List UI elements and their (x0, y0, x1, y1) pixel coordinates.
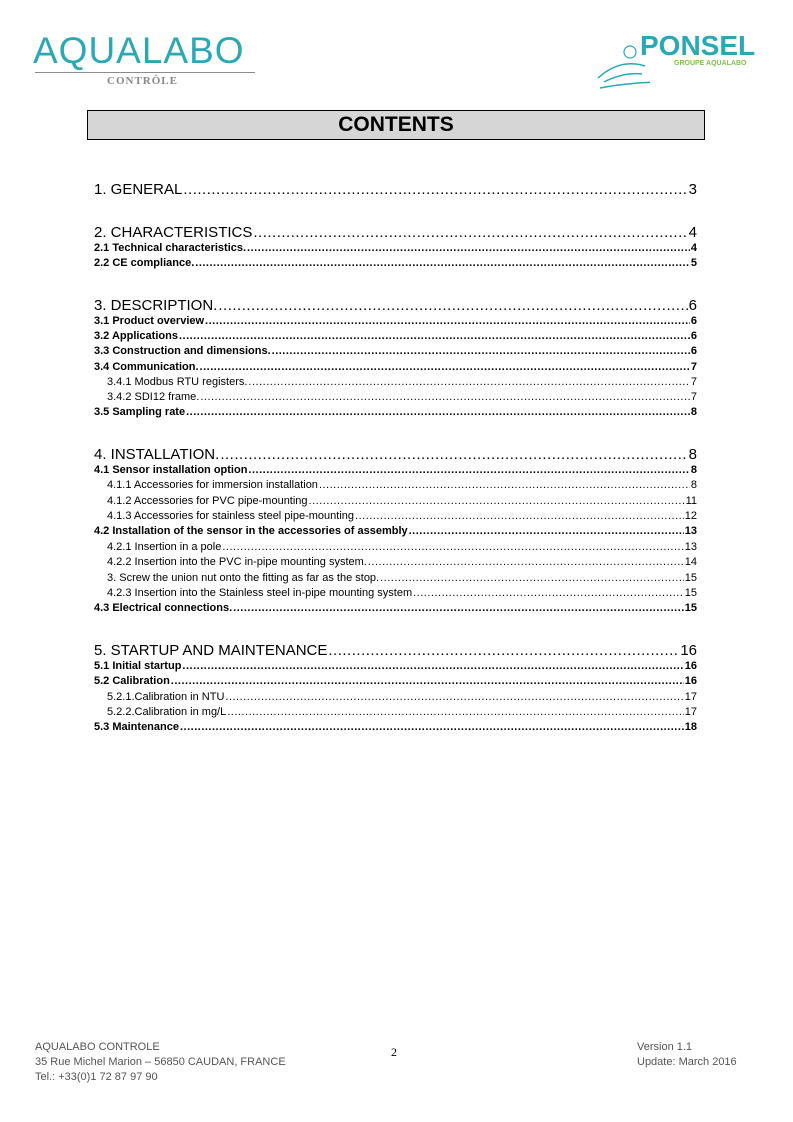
aqualabo-logo-text: AQUALABO (33, 30, 245, 71)
toc-entry-title: 5.3 Maintenance (94, 721, 179, 733)
toc-entry[interactable] (94, 572, 697, 584)
toc-entry[interactable] (94, 660, 697, 672)
footer-company-info (35, 1040, 286, 1085)
toc-dot-leader (309, 495, 685, 507)
toc-entry-page: 8 (690, 406, 697, 418)
toc-entry[interactable] (94, 602, 697, 614)
toc-entry[interactable] (94, 376, 697, 388)
toc-entry-page: 15 (684, 572, 697, 584)
toc-entry[interactable] (94, 495, 697, 507)
toc-entry[interactable] (94, 391, 697, 403)
toc-entry-title: 3.4 Communication. (94, 361, 199, 373)
toc-entry-page: 4 (688, 224, 697, 241)
footer-version: Version 1.1 (637, 1041, 693, 1053)
toc-entry[interactable] (94, 242, 697, 254)
toc-entry[interactable] (94, 315, 697, 327)
toc-dot-leader (220, 446, 687, 463)
toc-dot-leader (355, 510, 684, 522)
toc-entry[interactable] (94, 224, 697, 241)
toc-entry-page: 6 (688, 297, 697, 314)
toc-entry-title: 5.1 Initial startup (94, 660, 182, 672)
toc-entry[interactable] (94, 330, 697, 342)
toc-entry[interactable] (94, 446, 697, 463)
toc-dot-leader (248, 464, 689, 476)
toc-entry[interactable] (94, 297, 697, 314)
toc-entry[interactable] (94, 181, 697, 198)
toc-entry[interactable] (94, 706, 697, 718)
toc-entry-title: 4.2.3 Insertion into the Stainless steel in-pipe mounting system (107, 587, 413, 599)
toc-entry[interactable] (94, 257, 697, 269)
toc-entry-title: 5.2.2.Calibration in mg/L (107, 706, 227, 718)
toc-entry-title: 3.4.1 Modbus RTU registers. (107, 376, 248, 388)
toc-entry-page: 7 (690, 376, 697, 388)
toc-dot-leader (200, 391, 690, 403)
toc-entry-page: 7 (690, 361, 697, 373)
toc-entry[interactable] (94, 675, 697, 687)
toc-entry-title: 2.1 Technical characteristics. (94, 242, 247, 254)
toc-entry[interactable] (94, 361, 697, 373)
toc-dot-leader (195, 257, 690, 269)
toc-entry-page: 14 (684, 556, 697, 568)
toc-entry-page: 8 (690, 464, 697, 476)
toc-dot-leader (233, 602, 684, 614)
toc-entry-page: 12 (684, 510, 697, 522)
toc-entry-page: 16 (684, 660, 697, 672)
toc-entry[interactable] (94, 556, 697, 568)
toc-entry-page: 11 (685, 495, 697, 507)
footer-phone: Tel.: +33(0)1 72 87 97 90 (35, 1071, 158, 1083)
toc-dot-leader (380, 572, 684, 584)
ponsel-logo-text: PONSEL (640, 30, 756, 61)
toc-dot-leader (328, 642, 679, 659)
toc-entry-page: 6 (690, 345, 697, 357)
toc-dot-leader (186, 406, 690, 418)
toc-entry-title: 4. INSTALLATION. (94, 446, 220, 463)
toc-entry-page: 5 (690, 257, 697, 269)
toc-entry-page: 17 (684, 706, 697, 718)
toc-entry-page: 16 (684, 675, 697, 687)
toc-entry-title: 4.2.2 Insertion into the PVC in-pipe mounting system. (107, 556, 367, 568)
toc-dot-leader (222, 541, 683, 553)
footer-address: 35 Rue Michel Marion – 56850 CAUDAN, FRANCE (35, 1056, 286, 1068)
toc-entry-title: 3. Screw the union nut onto the fitting as far as the stop. (107, 572, 380, 584)
toc-entry-page: 15 (684, 587, 697, 599)
toc-dot-leader (225, 691, 683, 703)
toc-dot-leader (248, 376, 689, 388)
aqualabo-logo-subtitle: CONTRÔLE (107, 75, 178, 87)
toc-dot-leader (182, 660, 683, 672)
toc-entry-title: 5.2.1.Calibration in NTU (107, 691, 225, 703)
toc-entry-page: 8 (688, 446, 697, 463)
contents-title-box (87, 110, 705, 140)
toc-entry-page: 7 (690, 391, 697, 403)
toc-entry-page: 18 (684, 721, 697, 733)
toc-entry-title: 1. GENERAL (94, 181, 183, 198)
toc-entry[interactable] (94, 541, 697, 553)
toc-entry-title: 5.2 Calibration (94, 675, 170, 687)
toc-dot-leader (218, 297, 687, 314)
toc-entry-title: 3.3 Construction and dimensions. (94, 345, 271, 357)
page-title: CONTENTS (338, 113, 454, 136)
toc-entry-title: 4.2 Installation of the sensor in the accessories of assembly (94, 525, 408, 537)
toc-dot-leader (227, 706, 684, 718)
toc-entry-page: 3 (688, 181, 697, 198)
toc-dot-leader (200, 361, 690, 373)
toc-entry-title: 4.1.3 Accessories for stainless steel pipe-mounting (107, 510, 355, 522)
toc-entry[interactable] (94, 345, 697, 357)
toc-entry[interactable] (94, 587, 697, 599)
toc-entry[interactable] (94, 691, 697, 703)
toc-entry[interactable] (94, 464, 697, 476)
toc-entry-page: 6 (690, 330, 697, 342)
ponsel-logo (590, 30, 770, 90)
toc-dot-leader (368, 556, 684, 568)
toc-entry-title: 2. CHARACTERISTICS (94, 224, 253, 241)
toc-dot-leader (180, 721, 684, 733)
toc-entry[interactable] (94, 510, 697, 522)
toc-entry[interactable] (94, 721, 697, 733)
toc-entry[interactable] (94, 479, 697, 491)
footer-update: Update: March 2016 (637, 1056, 737, 1068)
toc-dot-leader (171, 675, 684, 687)
toc-entry-page: 4 (690, 242, 697, 254)
footer-version-info (637, 1040, 737, 1070)
toc-dot-leader (205, 315, 690, 327)
ponsel-logo-subtitle: GROUPE AQUALABO (674, 60, 747, 67)
toc-entry-page: 13 (684, 525, 697, 537)
toc-entry-title: 4.1 Sensor installation option (94, 464, 248, 476)
toc-entry-page: 8 (690, 479, 697, 491)
toc-dot-leader (179, 330, 690, 342)
toc-entry[interactable] (94, 642, 697, 659)
toc-entry-title: 3.5 Sampling rate (94, 406, 186, 418)
toc-dot-leader (183, 181, 687, 198)
toc-entry-title: 2.2 CE compliance. (94, 257, 195, 269)
toc-entry-page: 15 (684, 602, 697, 614)
toc-entry-title: 3.2 Applications (94, 330, 178, 342)
toc-entry-page: 16 (680, 642, 697, 659)
logo-divider (35, 72, 255, 73)
toc-dot-leader (409, 525, 684, 537)
toc-entry-title: 4.1.1 Accessories for immersion installation (107, 479, 318, 491)
toc-entry-title: 4.1.2 Accessories for PVC pipe-mounting (107, 495, 308, 507)
toc-entry-title: 3. DESCRIPTION. (94, 297, 218, 314)
toc-dot-leader (413, 587, 684, 599)
toc-entry-title: 4.3 Electrical connections. (94, 602, 233, 614)
toc-dot-leader (272, 345, 690, 357)
toc-entry-title: 3.1 Product overview (94, 315, 205, 327)
toc-dot-leader (319, 479, 690, 491)
toc-entry-page: 17 (684, 691, 697, 703)
toc-entry[interactable] (94, 525, 697, 537)
footer-company: AQUALABO CONTROLE (35, 1041, 160, 1053)
toc-entry-title: 5. STARTUP AND MAINTENANCE (94, 642, 328, 659)
toc-dot-leader (253, 224, 687, 241)
toc-entry-page: 6 (690, 315, 697, 327)
aqualabo-logo (33, 30, 263, 90)
toc-entry-title: 3.4.2 SDI12 frame. (107, 391, 200, 403)
toc-entry[interactable] (94, 406, 697, 418)
toc-entry-page: 13 (684, 541, 697, 553)
toc-entry-title: 4.2.1 Insertion in a pole (107, 541, 222, 553)
toc-dot-leader (247, 242, 690, 254)
page-number: 2 (391, 1045, 397, 1059)
